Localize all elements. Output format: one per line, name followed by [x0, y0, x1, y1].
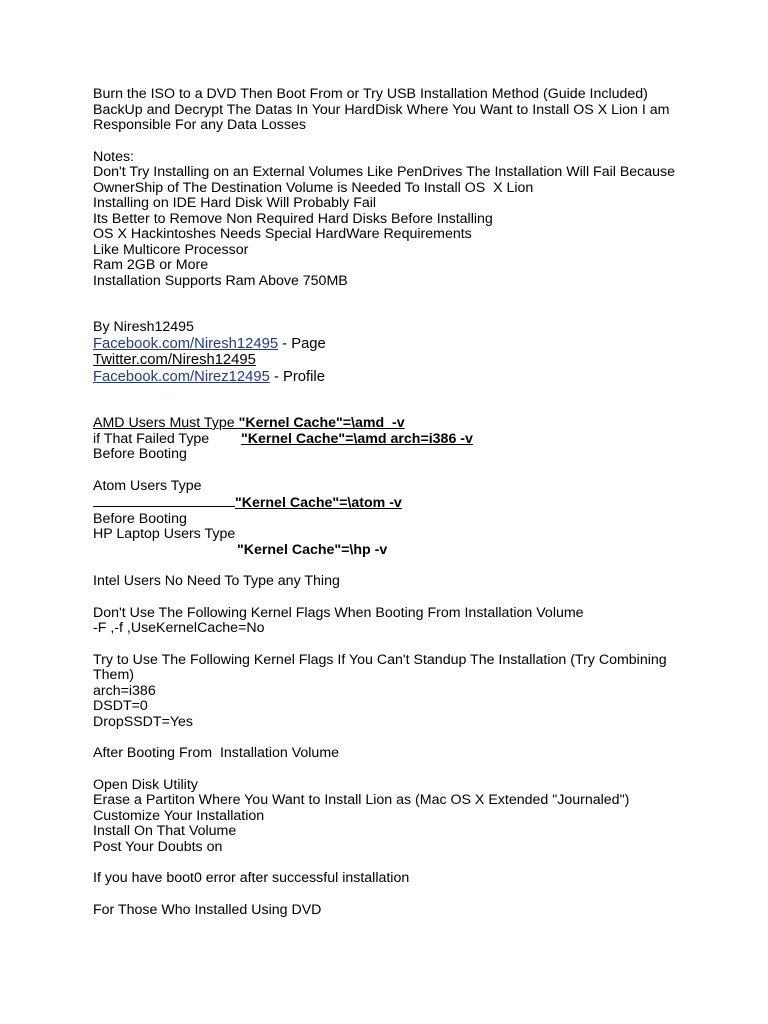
- try-use-line-1: Try to Use The Following Kernel Flags If You Can't Standup The Installation (Try Combining: [93, 651, 667, 668]
- facebook-page-suffix: - Page: [278, 335, 326, 352]
- amd-fail-line: [93, 432, 753, 448]
- step-item: Open Disk Utility: [93, 776, 198, 793]
- kernel-flag: DSDT=0: [93, 698, 148, 714]
- amd-fail-label: if That Failed Type: [93, 430, 210, 447]
- intro-line-2: BackUp and Decrypt The Datas In Your HardDisk Where You Want to Install OS X Lion I am: [93, 101, 670, 118]
- note-item: Installing on IDE Hard Disk Will Probably Fail: [93, 195, 377, 211]
- twitter-line: [93, 352, 753, 369]
- atom-command-wrap: [235, 495, 402, 511]
- facebook-profile-suffix: - Profile: [269, 368, 325, 385]
- atom-command-line: [93, 494, 753, 512]
- note-item: OwnerShip of The Destination Volume is Needed To Install OS X Lion: [93, 179, 534, 196]
- amd-fail-command: "Kernel Cache"=\amd arch=i386 -v: [241, 430, 473, 447]
- step-item: Post Your Doubts on: [93, 838, 223, 855]
- dvd-note: For Those Who Installed Using DVD: [93, 901, 322, 918]
- try-use-line-2: Them): [93, 667, 134, 683]
- amd-before-booting: Before Booting: [93, 446, 187, 462]
- amd-line: [93, 416, 753, 432]
- atom-command: "Kernel Cache"=\atom -v: [235, 495, 402, 511]
- dont-use-line-2: -F ,-f ,UseKernelCache=No: [93, 620, 265, 636]
- amd-label: AMD Users Must Type: [93, 415, 239, 431]
- hp-label: HP Laptop Users Type: [93, 526, 236, 542]
- notes-heading: Notes:: [93, 148, 135, 165]
- hp-command-line: [93, 543, 753, 559]
- intro-line-3: Responsible For any Data Losses: [93, 117, 306, 133]
- document-page: [93, 87, 753, 918]
- hp-command: "Kernel Cache"=\hp -v: [237, 541, 388, 558]
- facebook-page-line: [93, 336, 753, 353]
- note-item: Installation Supports Ram Above 750MB: [93, 272, 348, 289]
- atom-label: Atom Users Type: [93, 477, 202, 494]
- step-item: Install On That Volume: [93, 823, 237, 839]
- note-item: Don't Try Installing on an External Volumes Like PenDrives The Installation Will Fail Because: [93, 164, 676, 180]
- author-by: By Niresh12495: [93, 319, 194, 335]
- twitter-link[interactable]: Twitter.com/Niresh12495: [93, 352, 256, 368]
- atom-before-booting: Before Booting: [93, 510, 187, 527]
- intel-note: Intel Users No Need To Type any Thing: [93, 573, 340, 589]
- underline-spacer: [93, 494, 235, 507]
- facebook-page-link[interactable]: Facebook.com/Niresh12495: [93, 335, 279, 352]
- after-booting: After Booting From Installation Volume: [93, 745, 340, 761]
- intro-line-1: Burn the ISO to a DVD Then Boot From or Try USB Installation Method (Guide Included): [93, 86, 648, 102]
- note-item: Its Better to Remove Non Required Hard Disks Before Installing: [93, 210, 493, 227]
- step-item: Customize Your Installation: [93, 807, 265, 824]
- facebook-profile-link[interactable]: Facebook.com/Nirez12495: [93, 368, 270, 385]
- step-item: Erase a Partiton Where You Want to Install Lion as (Mac OS X Extended "Journaled"): [93, 792, 630, 808]
- facebook-profile-line: [93, 369, 753, 386]
- kernel-flag: arch=i386: [93, 682, 156, 699]
- kernel-flag: DropSSDT=Yes: [93, 713, 194, 730]
- amd-command: "Kernel Cache"=\amd -v: [238, 415, 405, 431]
- note-item: OS X Hackintoshes Needs Special HardWare Requirements: [93, 226, 472, 242]
- boot0-note: If you have boot0 error after successful installation: [93, 870, 410, 886]
- note-item: Ram 2GB or More: [93, 257, 209, 273]
- dont-use-line-1: Don't Use The Following Kernel Flags When Booting From Installation Volume: [93, 604, 584, 621]
- note-item: Like Multicore Processor: [93, 241, 249, 258]
